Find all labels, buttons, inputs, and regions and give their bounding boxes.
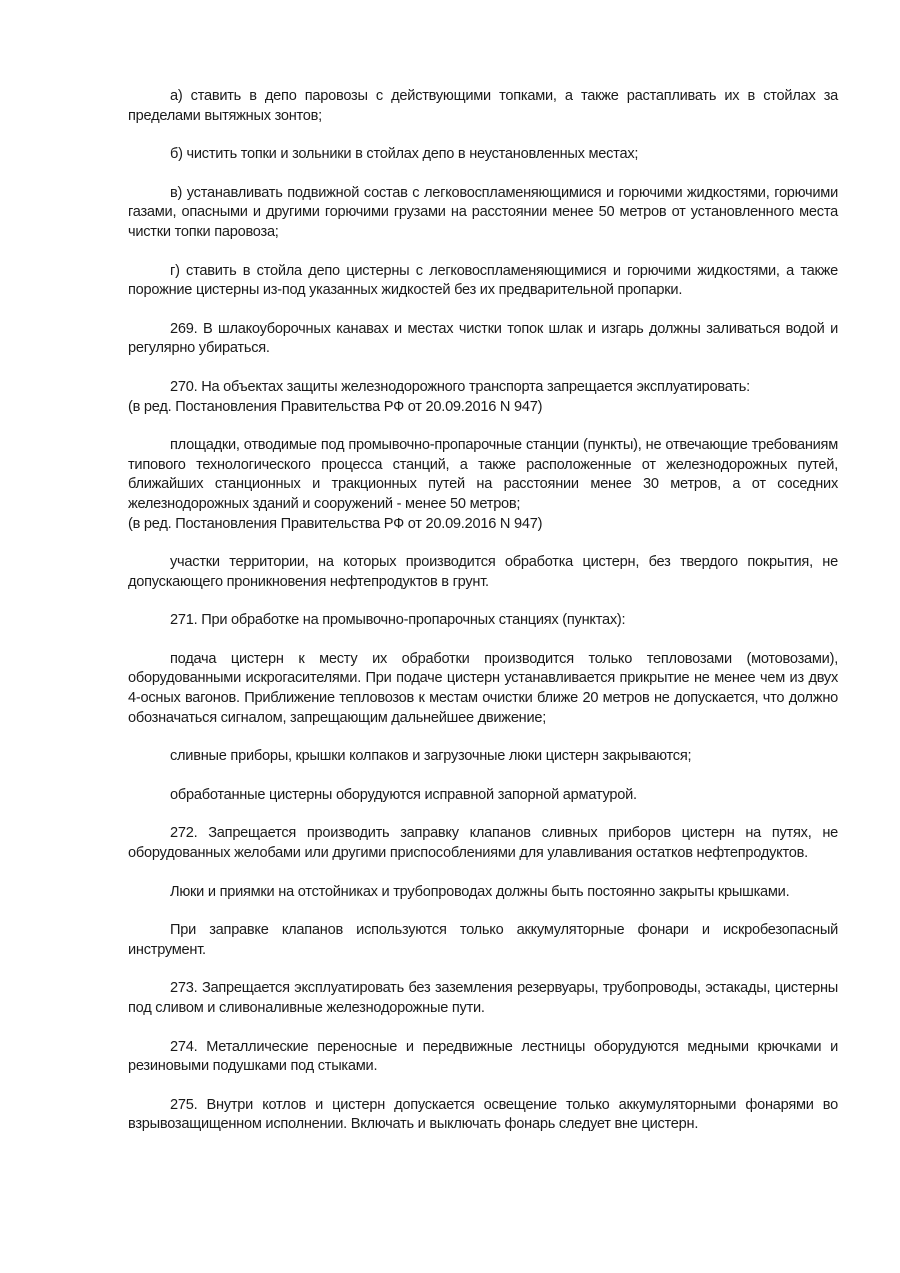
paragraph-272-lights: При заправке клапанов используются только аккумуляторные фонари и искробезопасный инструмент. [128,922,838,958]
paragraph-272-hatches: Люки и приямки на отстойниках и трубопроводах должны быть постоянно закрыты крышками. [170,883,790,900]
paragraph-273: 273. Запрещается эксплуатировать без заземления резервуары, трубопроводы, эстакады, цистерны под сливом и сливоналивные железнодорожные пути. [128,980,838,1016]
paragraph-271-drain: сливные приборы, крышки колпаков и загрузочные люки цистерн закрываются; [170,748,692,765]
paragraph-271: 271. При обработке на промывочно-пропарочных станциях (пунктах): [170,612,626,629]
paragraph-270: 270. На объектах защиты железнодорожного транспорта запрещается эксплуатировать: (в ред. Постановления Правительства РФ от 20.09.2016 N 947) [128,378,838,417]
amendment-note: (в ред. Постановления Правительства РФ от 20.09.2016 N 947) [128,515,543,532]
paragraph-item-b: б) чистить топки и зольники в стойлах депо в неустановленных местах; [170,146,639,163]
paragraph-270-territory: участки территории, на которых производится обработка цистерн, без твердого покрытия, не допускающего проникновения нефтепродуктов в грунт. [128,554,838,590]
paragraph-item-a: а) ставить в депо паровозы с действующими топками, а также растапливать их в стойлах за пределами вытяжных зонтов; [128,88,838,124]
paragraph-271-valves: обработанные цистерны оборудуются исправной запорной арматурой. [170,786,637,803]
paragraph-item-g: г) ставить в стойла депо цистерны с легковоспламеняющимися и горючими жидкостями, а также порожние цистерны из-под указанных жидкостей без их предварительной пропарки. [128,262,838,299]
paragraph-271-delivery: подача цистерн к месту их обработки производится только тепловозами (мотовозами), оборудованными искрогасителями. При подаче цистерн устанавливается прикрытие не менее чем из двух 4-осных вагонов. Приближение тепловозов к местам очистки ближе 20 метров не допускается, что должно обозначаться сигналом, запрещающим дальнейшее движение; [128,650,838,726]
paragraph-274: 274. Металлические переносные и передвижные лестницы оборудуются медными крючками и резиновыми подушками под стыками. [128,1038,838,1075]
paragraph-item-v: в) устанавливать подвижной состав с легковоспламеняющимися и горючими жидкостями, горючими газами, опасными и другими горючими грузами на расстоянии менее 50 метров от установленного места чистки топки паровоза; [128,184,838,240]
paragraph-275: 275. Внутри котлов и цистерн допускается освещение только аккумуляторными фонарями во взрывозащищенном исполнении. Включать и выключать фонарь следует вне цистерн. [128,1096,838,1133]
paragraph-269: 269. В шлакоуборочных канавах и местах чистки топок шлак и изгарь должны заливаться водой и регулярно убираться. [128,320,838,357]
document-page [128,87,838,1154]
amendment-note: (в ред. Постановления Правительства РФ от 20.09.2016 N 947) [128,398,543,415]
paragraph-272: 272. Запрещается производить заправку клапанов сливных приборов цистерн на путях, не оборудованных желобами или другими приспособлениями для улавливания остатков нефтепродуктов. [128,825,838,862]
paragraph-270-sites: площадки, отводимые под промывочно-пропарочные станции (пункты), не отвечающие требованиям типового технологического процесса станций, а также расположенные от железнодорожных путей, ближайших станционных и тракционных путей на расстоянии менее 30 метров, а от соседних железнодорожных зданий и сооружений - менее 50 метров; (в ред. Постановления Правительства РФ от 20.09.2016 N 947) [128,436,838,534]
